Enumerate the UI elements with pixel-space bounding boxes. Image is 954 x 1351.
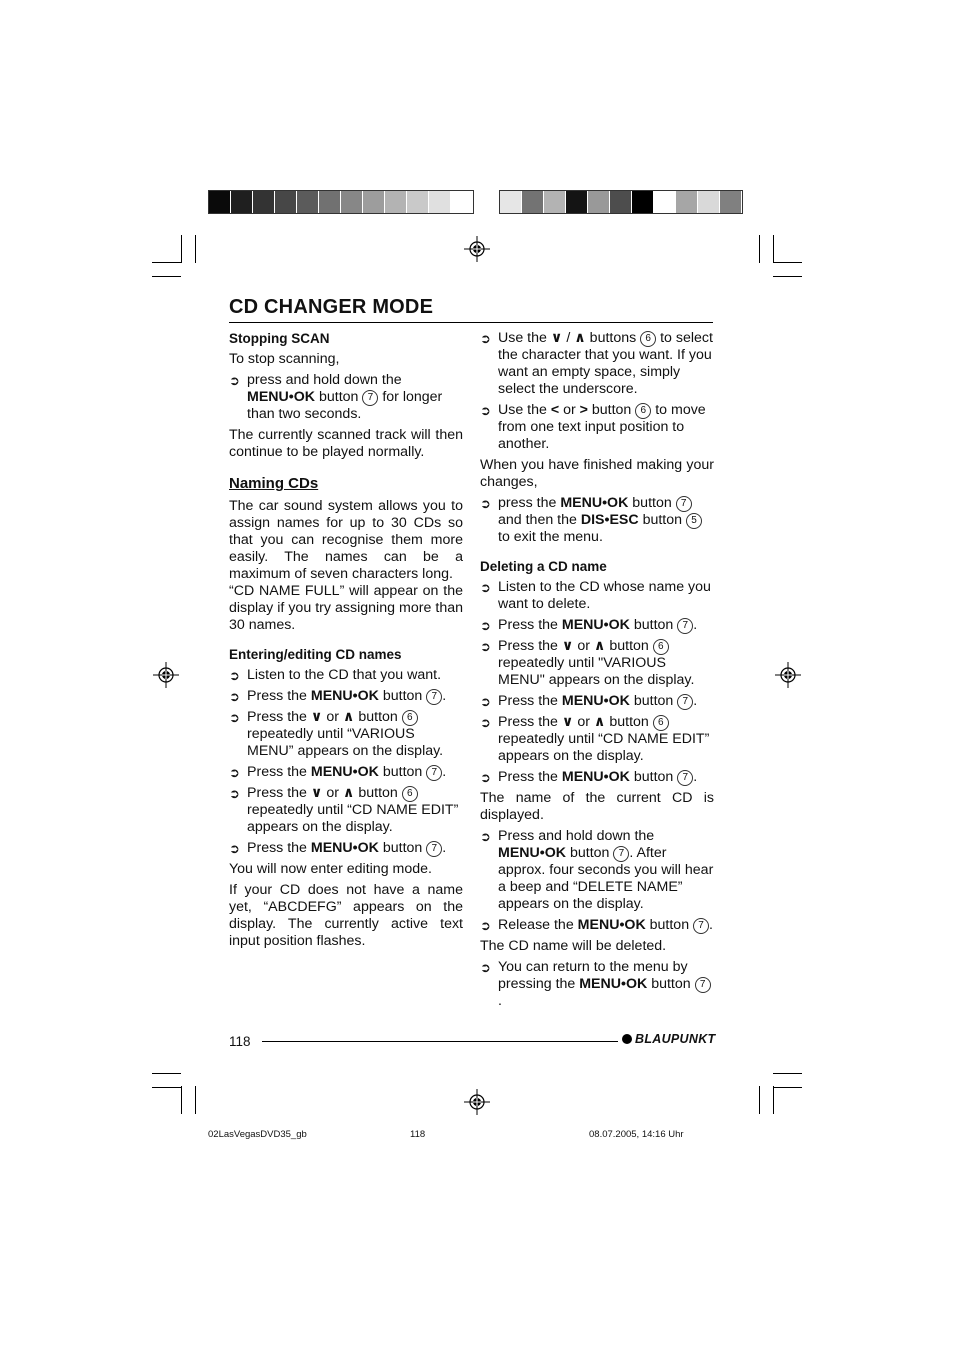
- grayscale-swatch: [720, 191, 742, 213]
- arrow-bullet-icon: ➲: [229, 786, 240, 801]
- button-number-badge: 7: [426, 689, 442, 705]
- button-number-badge: 7: [613, 846, 629, 862]
- grayscale-swatch: [698, 191, 720, 213]
- list-item: ➲ Press the ∨ or ∧ button 6 repeatedly until "VARIOUS MENU" appears on the display.: [480, 638, 695, 688]
- paragraph: You will now enter editing mode.: [229, 861, 432, 877]
- crop-mark: [773, 1087, 802, 1088]
- down-arrow-icon: ∨: [561, 714, 574, 730]
- registration-mark-icon: [464, 236, 490, 262]
- list-item: ➲ Use the < or > button 6 to move from one text input position to another.: [480, 402, 706, 452]
- crop-mark: [152, 262, 181, 263]
- list-item: ➲ Use the ∨ / ∧ buttons 6 to select the character that you want. If you want an empty space, simply select the underscore.: [480, 330, 713, 397]
- paragraph: When you have finished making your changes,: [480, 457, 714, 490]
- arrow-bullet-icon: ➲: [229, 689, 240, 704]
- grayscale-bar-right: [499, 190, 743, 214]
- grayscale-swatch: [676, 191, 698, 213]
- list-item: ➲ Press and hold down the MENU•OK button 7 . After approx. four seconds you will hear a beep and “DELETE NAME” appears on the display.: [480, 828, 714, 912]
- right-column: [480, 330, 714, 1014]
- button-number-badge: 6: [402, 786, 418, 802]
- grayscale-swatch: [588, 191, 610, 213]
- crop-mark: [181, 235, 182, 263]
- list-item: ➲ press and hold down the MENU•OK button 7 for longer than two seconds.: [229, 372, 443, 422]
- arrow-bullet-icon: ➲: [480, 770, 491, 785]
- paragraph: “CD NAME FULL” will appear on the display if you try assigning more than 30 names.: [229, 583, 463, 633]
- grayscale-swatch: [610, 191, 632, 213]
- button-number-badge: 7: [362, 390, 378, 406]
- down-arrow-icon: ∨: [310, 785, 323, 801]
- logo-dot-icon: [622, 1034, 632, 1044]
- button-number-badge: 7: [426, 765, 442, 781]
- list-item: ➲ Press the MENU•OK button 7 .: [229, 764, 447, 780]
- crop-mark: [759, 235, 760, 263]
- paragraph: The car sound system allows you to assign names for up to 30 CDs so that you can recognise them more easily. The names can be a maximum of seven characters long.: [229, 498, 463, 582]
- up-arrow-icon: ∧: [342, 709, 355, 725]
- crop-mark: [773, 1086, 774, 1114]
- paragraph: The CD name will be deleted.: [480, 938, 667, 954]
- left-arrow-icon: <: [550, 402, 560, 418]
- up-arrow-icon: ∧: [593, 714, 606, 730]
- arrow-bullet-icon: ➲: [480, 960, 491, 975]
- paragraph: The name of the current CD is displayed.: [480, 790, 714, 823]
- down-arrow-icon: ∨: [310, 709, 323, 725]
- grayscale-swatch: [654, 191, 676, 213]
- list-item: ➲ Press the MENU•OK button 7 .: [480, 617, 698, 633]
- crop-mark: [195, 1086, 196, 1114]
- crop-mark: [152, 1087, 181, 1088]
- grayscale-swatch: [632, 191, 654, 213]
- section-heading-entering-editing: Entering/editing CD names: [229, 647, 402, 662]
- grayscale-swatch: [566, 191, 588, 213]
- list-item: ➲ Press the ∨ or ∧ button 6 repeatedly until “VARIOUS MENU” appears on the display.: [229, 709, 444, 759]
- grayscale-swatch: [451, 191, 473, 213]
- arrow-bullet-icon: ➲: [229, 710, 240, 725]
- grayscale-swatch: [522, 191, 544, 213]
- page-number: 118: [229, 1034, 251, 1049]
- crop-mark: [181, 1086, 182, 1114]
- grayscale-swatch: [297, 191, 319, 213]
- paragraph: To stop scanning,: [229, 351, 340, 367]
- list-item: ➲ Listen to the CD whose name you want to delete.: [480, 579, 711, 612]
- arrow-bullet-icon: ➲: [480, 829, 491, 844]
- crop-mark: [759, 1086, 760, 1114]
- list-item: ➲ Press the MENU•OK button 7 .: [229, 688, 447, 704]
- list-item: ➲ press the MENU•OK button 7 and then the DIS•ESC button 5 to exit the menu.: [480, 495, 714, 546]
- grayscale-swatch: [500, 191, 522, 213]
- crop-mark: [773, 1073, 802, 1074]
- right-arrow-icon: >: [579, 402, 588, 418]
- list-item: ➲ You can return to the menu by pressing the MENU•OK button 7.: [480, 959, 714, 1010]
- arrow-bullet-icon: ➲: [229, 373, 240, 388]
- paragraph: If your CD does not have a name yet, “ABCDEFG” appears on the display. The currently active text input position flashes.: [229, 882, 463, 949]
- button-number-badge: 7: [693, 918, 709, 934]
- left-column: [229, 330, 463, 954]
- arrow-bullet-icon: ➲: [229, 765, 240, 780]
- grayscale-swatch: [407, 191, 429, 213]
- grayscale-swatch: [275, 191, 297, 213]
- list-item: ➲ Press the MENU•OK button 7 .: [229, 840, 447, 856]
- grayscale-swatch: [253, 191, 275, 213]
- section-heading-naming-cds: Naming CDs: [229, 475, 319, 492]
- arrow-bullet-icon: ➲: [480, 618, 491, 633]
- registration-mark-icon: [775, 662, 801, 688]
- button-number-badge: 6: [635, 403, 651, 419]
- grayscale-swatch: [385, 191, 407, 213]
- button-number-badge: 7: [677, 770, 693, 786]
- slug-date: 08.07.2005, 14:16 Uhr: [589, 1129, 684, 1140]
- grayscale-swatch: [319, 191, 341, 213]
- arrow-bullet-icon: ➲: [480, 580, 491, 595]
- list-item: ➲ Release the MENU•OK button 7 .: [480, 917, 713, 933]
- down-arrow-icon: ∨: [550, 330, 563, 346]
- list-item: ➲ Press the MENU•OK button 7 .: [480, 769, 698, 785]
- up-arrow-icon: ∧: [593, 638, 606, 654]
- footer-divider: [262, 1041, 618, 1042]
- crop-mark: [152, 1073, 181, 1074]
- up-arrow-icon: ∧: [574, 330, 586, 346]
- grayscale-swatch: [363, 191, 385, 213]
- arrow-bullet-icon: ➲: [480, 403, 491, 418]
- crop-mark: [773, 262, 802, 263]
- arrow-bullet-icon: ➲: [480, 715, 491, 730]
- page-title: CD CHANGER MODE: [229, 296, 434, 318]
- button-number-badge: 6: [402, 710, 418, 726]
- registration-mark-icon: [153, 662, 179, 688]
- brand-logo: BLAUPUNKT: [622, 1032, 715, 1046]
- grayscale-swatch: [544, 191, 566, 213]
- crop-mark: [195, 235, 196, 263]
- crop-mark: [773, 235, 774, 263]
- button-number-badge: 7: [677, 694, 693, 710]
- paragraph: The currently scanned track will then continue to be played normally.: [229, 427, 463, 460]
- grayscale-swatch: [341, 191, 363, 213]
- arrow-bullet-icon: ➲: [480, 694, 491, 709]
- grayscale-swatch: [209, 191, 231, 213]
- button-number-badge: 7: [676, 496, 692, 512]
- crop-mark: [773, 276, 802, 277]
- up-arrow-icon: ∧: [342, 785, 355, 801]
- button-number-badge: 7: [695, 977, 711, 993]
- arrow-bullet-icon: ➲: [480, 496, 491, 511]
- arrow-bullet-icon: ➲: [229, 668, 240, 683]
- button-number-badge: 6: [653, 715, 669, 731]
- section-heading-deleting: Deleting a CD name: [480, 559, 607, 574]
- list-item: ➲ Listen to the CD that you want.: [229, 667, 442, 683]
- crop-mark: [152, 276, 181, 277]
- button-number-badge: 7: [677, 618, 693, 634]
- title-divider: [229, 322, 713, 323]
- down-arrow-icon: ∨: [561, 638, 574, 654]
- arrow-bullet-icon: ➲: [229, 841, 240, 856]
- list-item: ➲ Press the MENU•OK button 7 .: [480, 693, 698, 709]
- registration-mark-icon: [464, 1089, 490, 1115]
- list-item: ➲ Press the ∨ or ∧ button 6 repeatedly until “CD NAME EDIT” appears on the display.: [480, 714, 710, 764]
- button-number-badge: 7: [426, 841, 442, 857]
- slug-filename: 02LasVegasDVD35_gb: [208, 1129, 307, 1140]
- grayscale-bar-left: [208, 190, 474, 214]
- slug-page: 118: [410, 1129, 426, 1140]
- button-number-badge: 6: [653, 639, 669, 655]
- arrow-bullet-icon: ➲: [480, 918, 491, 933]
- section-heading-stopping-scan: Stopping SCAN: [229, 331, 330, 346]
- list-item: ➲ Press the ∨ or ∧ button 6 repeatedly until “CD NAME EDIT” appears on the display.: [229, 785, 459, 835]
- button-number-badge: 6: [640, 331, 656, 347]
- arrow-bullet-icon: ➲: [480, 331, 491, 346]
- arrow-bullet-icon: ➲: [480, 639, 491, 654]
- button-number-badge: 5: [686, 513, 702, 529]
- grayscale-swatch: [429, 191, 451, 213]
- grayscale-swatch: [231, 191, 253, 213]
